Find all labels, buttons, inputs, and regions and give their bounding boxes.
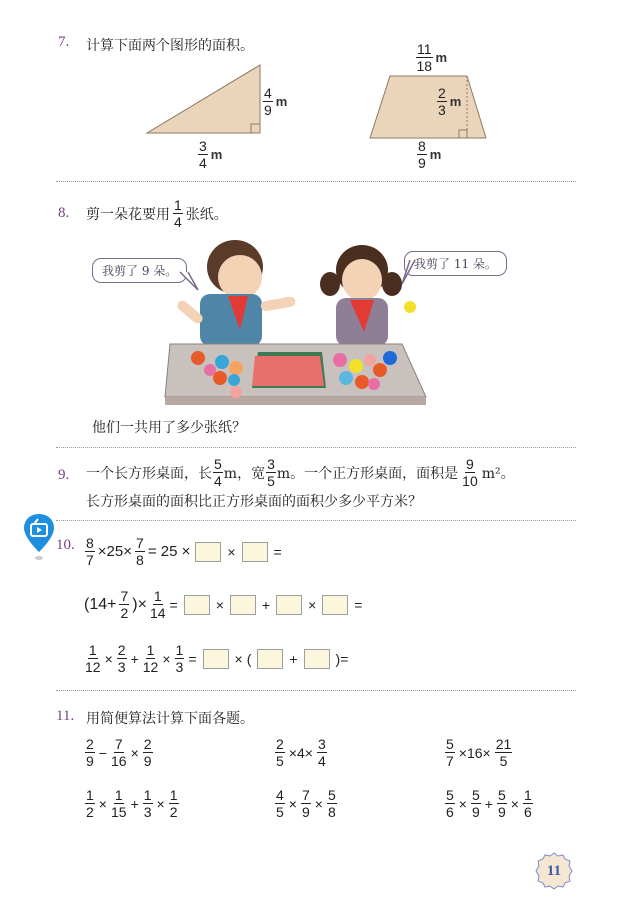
triangle-base-label: $\frac{3}{4}$ m (199, 138, 223, 171)
question-7-text: 计算下面两个图形的面积。 (86, 38, 254, 54)
question-number-8: 8. (58, 205, 70, 221)
answer-box[interactable] (184, 595, 210, 615)
boy-speech-bubble: 我剪了 9 朵。 (92, 258, 187, 283)
exercise-item: $\frac{4}{5}$ × $\frac{7}{9}$ × $\frac{5}{8}$ (276, 787, 336, 820)
question-11-text: 用简便算法计算下面各题。 (86, 711, 254, 727)
question-8-ask: 他们一共用了多少张纸？ (92, 420, 246, 436)
divider (56, 520, 576, 521)
answer-box[interactable] (195, 542, 221, 562)
trapezoid-height-label: $\frac{2}{3}$ m (438, 85, 462, 118)
trapezoid-figure (368, 74, 498, 140)
equation-row-1: $\frac{8}{7}$ ×25× $\frac{7}{8}$ = 25 × × = (86, 535, 282, 568)
divider (56, 690, 576, 691)
answer-box[interactable] (230, 595, 256, 615)
equation-row-2: (14+ $\frac{7}{2}$ )× $\frac{1}{14}$ = × + × = (84, 588, 363, 621)
video-marker-icon[interactable] (22, 512, 56, 562)
question-9-line2: 长方形桌面的面积比正方形桌面的面积少多少平方米？ (86, 494, 422, 510)
page-number: 11 (546, 862, 562, 879)
answer-box[interactable] (276, 595, 302, 615)
question-number-10: 10. (56, 537, 75, 553)
question-number-7: 7. (58, 34, 70, 50)
triangle-figure (140, 60, 270, 140)
divider (56, 181, 576, 182)
answer-box[interactable] (304, 649, 330, 669)
triangle-height-label: $\frac{4}{9}$ m (264, 85, 288, 118)
children-cutting-flowers-illustration (140, 232, 460, 412)
exercise-item: $\frac{2}{9}$ − $\frac{7}{16}$ × $\frac{2}{9}$ (86, 736, 152, 769)
trapezoid-bottom-label: $\frac{8}{9}$ m (418, 138, 442, 171)
divider (56, 447, 576, 448)
exercise-item: $\frac{1}{2}$ × $\frac{1}{15}$ + $\frac{1}{3}$ × $\frac{1}{2}$ (86, 787, 178, 820)
answer-box[interactable] (322, 595, 348, 615)
answer-box[interactable] (257, 649, 283, 669)
equation-row-3: $\frac{1}{12}$ × $\frac{2}{3}$ + $\frac{1}{12}$ × $\frac{1}{3}$ = × ( + )= (85, 642, 349, 675)
question-number-9: 9. (58, 467, 70, 483)
exercise-item: $\frac{2}{5}$ ×4× $\frac{3}{4}$ (276, 736, 326, 769)
answer-box[interactable] (203, 649, 229, 669)
question-8-text: 剪一朵花要用 $\frac{1}{4}$ 张纸。 (86, 197, 228, 230)
page-number-badge (534, 851, 574, 891)
exercise-item: $\frac{5}{6}$ × $\frac{5}{9}$ + $\frac{5}{9}$ × $\frac{1}{6}$ (446, 787, 532, 820)
exercise-item: $\frac{5}{7}$ ×16× $\frac{21}{5}$ (446, 736, 512, 769)
girl-speech-bubble: 我剪了 11 朵。 (404, 251, 507, 276)
answer-box[interactable] (242, 542, 268, 562)
question-9-line1: 一个长方形桌面，长 $\frac{5}{4}$ m，宽 $\frac{3}{5}$ m。一个正方形桌面，面积是 $\frac{9}{10}$ m²。 (86, 456, 515, 489)
question-number-11: 11. (56, 708, 75, 724)
trapezoid-top-label: $\frac{11}{18}$ m (416, 41, 448, 74)
